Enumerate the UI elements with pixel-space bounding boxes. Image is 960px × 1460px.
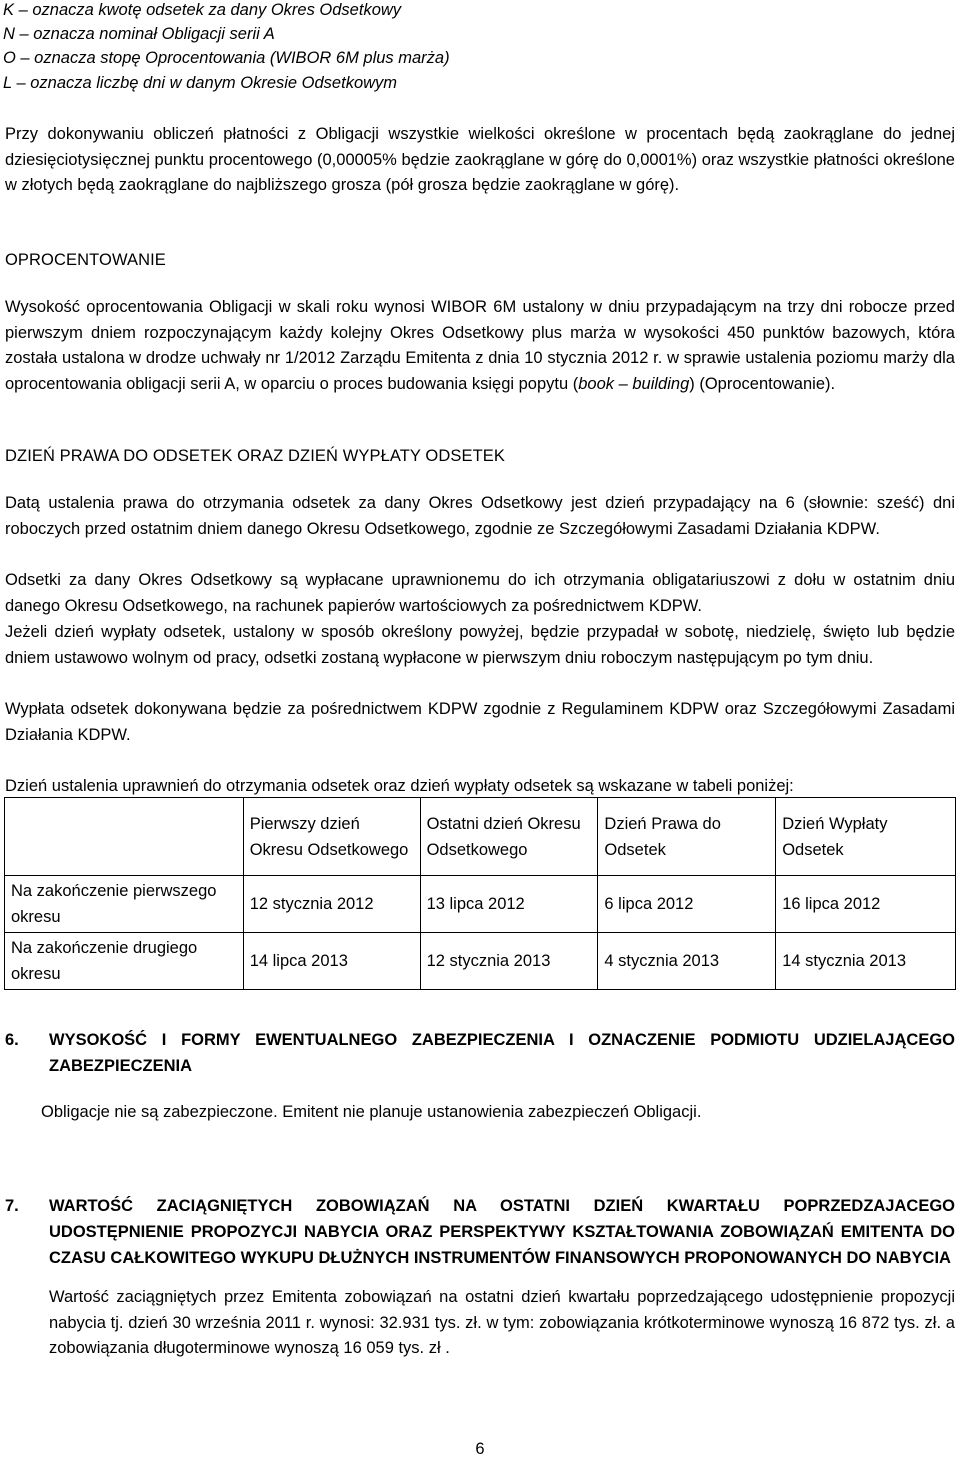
section-7-number: 7. — [5, 1197, 19, 1215]
section-6-body: Obligacje nie są zabezpieczone. Emitent nie planuje ustanowienia zabezpieczeń Obligacji. — [41, 1103, 702, 1121]
table-intro: Dzień ustalenia uprawnień do otrzymania odsetek oraz dzień wypłaty odsetek są wskazane w tabeli poniżej: — [5, 777, 794, 795]
interest-text-b: ) (Oprocentowanie). — [689, 374, 836, 393]
section-7-title: WARTOŚĆ ZACIĄGNIĘTYCH ZOBOWIĄZAŃ NA OSTATNI DZIEŃ KWARTAŁU POPRZEDZAJACEGO UDOSTĘPNIENIE PROPOZYCJI NABYCIA ORAZ PERSPEKTYWY KSZTAŁTOWANIA ZOBOWIĄZAŃ EMITENTA DO CZASU CAŁKOWITEGO WYKUPU DŁUŻNYCH INSTRUMENTÓW FINANSOWYCH PROPONOWANYCH DO NABYCIA — [49, 1197, 955, 1267]
interest-heading: OPROCENTOWANIE — [5, 251, 166, 269]
table-header-cell: Ostatni dzień Okresu Odsetkowego — [420, 798, 598, 876]
page-number: 6 — [475, 1440, 485, 1458]
section-6-number: 6. — [5, 1031, 19, 1049]
table-cell: Na zakończenie drugiego okresu — [5, 933, 244, 990]
table-header-row — [5, 798, 956, 876]
interest-text-italic: book – building — [578, 374, 690, 393]
payment-paragraph-3: Jeżeli dzień wypłaty odsetek, ustalony w sposób określony powyżej, będzie przypadał w sobotę, niedzielę, święto lub będzie dniem ustawowo wolnym od pracy, odsetki zostaną wypłacone w pierwszym dniu roboczym następującym po tym dniu. — [5, 623, 955, 667]
definition-k: K – oznacza kwotę odsetek za dany Okres Odsetkowy — [3, 1, 402, 19]
table-cell: Na zakończenie pierwszego okresu — [5, 876, 244, 933]
interest-text-a: Wysokość oprocentowania Obligacji w skali roku wynosi WIBOR 6M ustalony w dniu przypadającym na trzy dni robocze przed pierwszym dniem rozpoczynającym każdy kolejny Okres Odsetkowy plus marża w wysokości 450 punktów bazowych, która została ustalona w drodze uchwały nr 1/2012 Zarządu Emitenta z dnia 10 stycznia 2012 r. w sprawie ustalenia poziomu marży dla oprocentowania obligacji serii A, w oparciu o proces budowania księgi popytu ( — [5, 298, 955, 393]
payment-paragraph-4: Wypłata odsetek dokonywana będzie za pośrednictwem KDPW zgodnie z Regulaminem KDPW oraz Szczegółowymi Zasadami Działania KDPW. — [5, 700, 955, 744]
interest-paragraph — [5, 295, 955, 397]
payment-paragraph-1: Datą ustalenia prawa do otrzymania odsetek za dany Okres Odsetkowy jest dzień przypadający na 6 (słownie: sześć) dni roboczych przed ostatnim dniem danego Okresu Odsetkowego, zgodnie ze Szczegółowymi Zasadami Działania KDPW. — [5, 494, 955, 538]
table-cell: 16 lipca 2012 — [776, 876, 956, 933]
table-header-cell: Dzień Wypłaty Odsetek — [776, 798, 956, 876]
section-7-body: Wartość zaciągniętych przez Emitenta zobowiązań na ostatni dzień kwartału poprzedzającego udostępnienie propozycji nabycia tj. dzień 30 września 2011 r. wynosi: 32.931 tys. zł. w tym: zobowiązania krótkoterminowe wynoszą 16 872 tys. zł. a zobowiązania długoterminowe wynoszą 16 059 tys. zł . — [49, 1288, 955, 1357]
payment-heading: DZIEŃ PRAWA DO ODSETEK ORAZ DZIEŃ WYPŁATY ODSETEK — [5, 447, 505, 465]
table-cell: 14 stycznia 2013 — [776, 933, 956, 990]
definition-l: L – oznacza liczbę dni w danym Okresie Odsetkowym — [3, 74, 398, 92]
table-row — [5, 933, 956, 990]
definition-n: N – oznacza nominał Obligacji serii A — [3, 25, 275, 43]
table-header-cell — [5, 798, 244, 876]
table-row — [5, 876, 956, 933]
table-header-cell: Pierwszy dzień Okresu Odsetkowego — [243, 798, 420, 876]
table-cell: 4 stycznia 2013 — [598, 933, 776, 990]
table-cell: 14 lipca 2013 — [243, 933, 420, 990]
interest-schedule-table — [4, 797, 956, 990]
section-6-title: WYSOKOŚĆ I FORMY EWENTUALNEGO ZABEZPIECZENIA I OZNACZENIE PODMIOTU UDZIELAJĄCEGO ZABEZPIECZENIA — [49, 1031, 955, 1075]
table-header-cell: Dzień Prawa do Odsetek — [598, 798, 776, 876]
table-cell: 13 lipca 2012 — [420, 876, 598, 933]
payment-paragraph-2: Odsetki za dany Okres Odsetkowy są wypłacane uprawnionemu do ich otrzymania obligatariuszowi z dołu w ostatnim dniu danego Okresu Odsetkowego, na rachunek papierów wartościowych za pośrednictwem KDPW. — [5, 571, 955, 615]
table-cell: 6 lipca 2012 — [598, 876, 776, 933]
table-cell: 12 stycznia 2012 — [243, 876, 420, 933]
definition-o: O – oznacza stopę Oprocentowania (WIBOR 6M plus marża) — [3, 49, 450, 67]
rounding-paragraph: Przy dokonywaniu obliczeń płatności z Obligacji wszystkie wielkości określone w procentach będą zaokrąglane do jednej dziesięciotysięcznej punktu procentowego (0,00005% będzie zaokrąglane w górę do 0,0001%) oraz wszystkie płatności określone w złotych będą zaokrąglane do najbliższego grosza (pół grosza będzie zaokrąglane w górę). — [5, 125, 955, 194]
table-cell: 12 stycznia 2013 — [420, 933, 598, 990]
